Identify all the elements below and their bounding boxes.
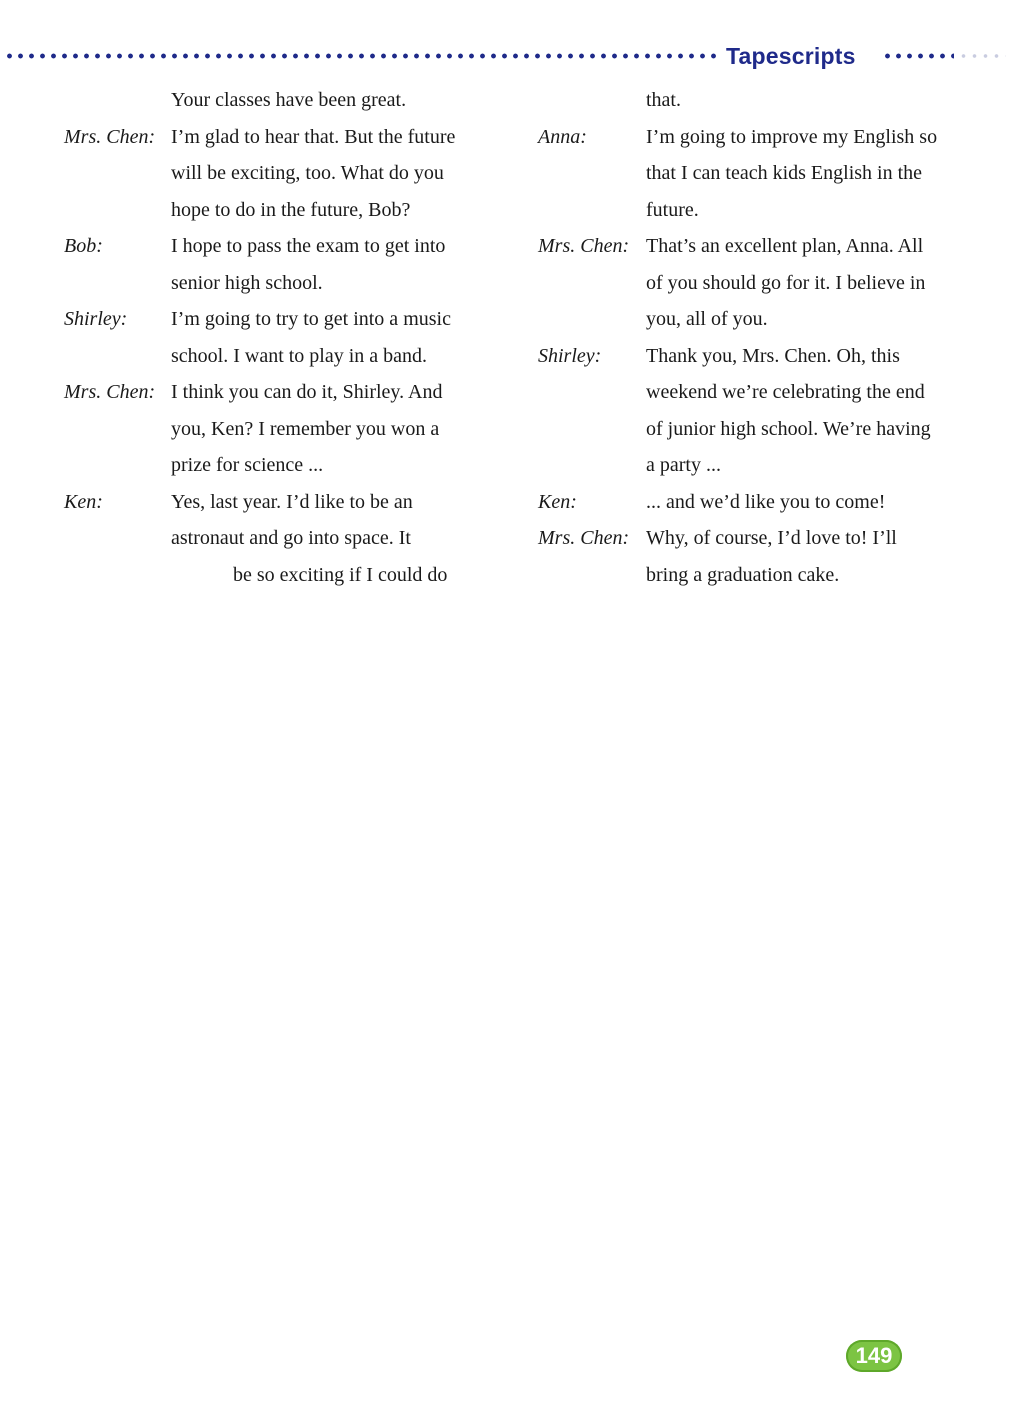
dialogue-entry: [64, 484, 514, 594]
speech-line: school. I want to play in a band.: [171, 344, 428, 367]
speech-line: weekend we’re celebrating the end: [646, 381, 925, 403]
speech-line: I’m going to try to get into a music: [171, 308, 451, 330]
speech-line: I hope to pass the exam to get into: [171, 235, 446, 257]
speech-line: of junior high school. We’re having: [646, 417, 931, 440]
speech-text: [171, 301, 514, 374]
speech-line: I’m going to improve my English so: [646, 125, 938, 148]
dotted-rule-fade: [958, 53, 1006, 59]
speech-line: will be exciting, too. What do you: [171, 162, 444, 184]
speech-line: future.: [646, 198, 699, 221]
speaker-name: Anna:: [538, 125, 587, 148]
dialogue-entry: [64, 228, 514, 301]
speech-text: [171, 228, 514, 301]
speaker-name: Mrs. Chen:: [538, 527, 630, 549]
speech-line: senior high school.: [171, 271, 323, 294]
speech-line: a party ...: [646, 454, 721, 476]
speech-text: [646, 484, 988, 521]
speech-line: you, all of you.: [646, 308, 768, 330]
speech-line: you, Ken? I remember you won a: [171, 417, 440, 440]
page-number-badge: 149: [846, 1340, 902, 1372]
speech-text: [171, 484, 514, 594]
speech-text: [646, 228, 988, 338]
speech-text: [646, 82, 988, 119]
dialogue-entry: [538, 82, 988, 119]
speech-line: I think you can do it, Shirley. And: [171, 381, 443, 403]
left-column: [64, 82, 514, 593]
speech-line: bring a graduation cake.: [646, 563, 840, 586]
dialogue-entry: [64, 82, 514, 119]
speech-text: [646, 119, 988, 229]
speech-line: prize for science ...: [171, 454, 324, 476]
speaker-name: Mrs. Chen:: [538, 235, 630, 257]
speaker-name: Ken:: [538, 490, 577, 513]
speaker-name: Shirley:: [64, 308, 128, 330]
speaker-name: Ken:: [64, 490, 103, 513]
dialogue-entry: [64, 119, 514, 229]
speaker-name: Bob:: [64, 235, 103, 257]
speech-line: Thank you, Mrs. Chen. Oh, this: [646, 344, 900, 367]
dialogue-entry: [538, 119, 988, 229]
dotted-rule-right: [882, 53, 954, 59]
speech-line: hope to do in the future, Bob?: [171, 198, 411, 221]
speaker-name: Shirley:: [538, 344, 602, 367]
section-title: Tapescripts: [726, 43, 856, 69]
speech-text: [646, 520, 988, 593]
speaker-name: Mrs. Chen:: [64, 125, 156, 148]
speech-line: that I can teach kids English in the: [646, 162, 923, 184]
speech-line: Your classes have been great.: [171, 89, 407, 111]
speech-line: astronaut and go into space. It: [171, 527, 411, 549]
page-header: [0, 40, 1010, 72]
speech-line: Yes, last year. I’d like to be an: [171, 490, 413, 513]
speech-line: Why, of course, I’d love to! I’ll: [646, 527, 897, 549]
dialogue-entry: [538, 338, 988, 484]
dialogue-entry: [64, 301, 514, 374]
right-column: [538, 82, 988, 593]
speaker-name: Mrs. Chen:: [64, 381, 156, 403]
speech-text: [646, 338, 988, 484]
speech-text: [171, 82, 514, 119]
dialogue-entry: [538, 484, 988, 521]
dotted-rule-left: [4, 53, 716, 59]
speech-line: that.: [646, 89, 681, 111]
speech-line: ... and we’d like you to come!: [646, 490, 886, 513]
speech-line: That’s an excellent plan, Anna. All: [646, 235, 924, 257]
speech-text: [171, 119, 514, 229]
dialogue-entry: [64, 374, 514, 484]
dialogue-entry: [538, 520, 988, 593]
dialogue-entry: [538, 228, 988, 338]
speech-text: [171, 374, 514, 484]
speech-line: be so exciting if I could do: [233, 563, 448, 586]
speech-line: I’m glad to hear that. But the future: [171, 125, 456, 148]
speech-line: of you should go for it. I believe in: [646, 271, 926, 294]
